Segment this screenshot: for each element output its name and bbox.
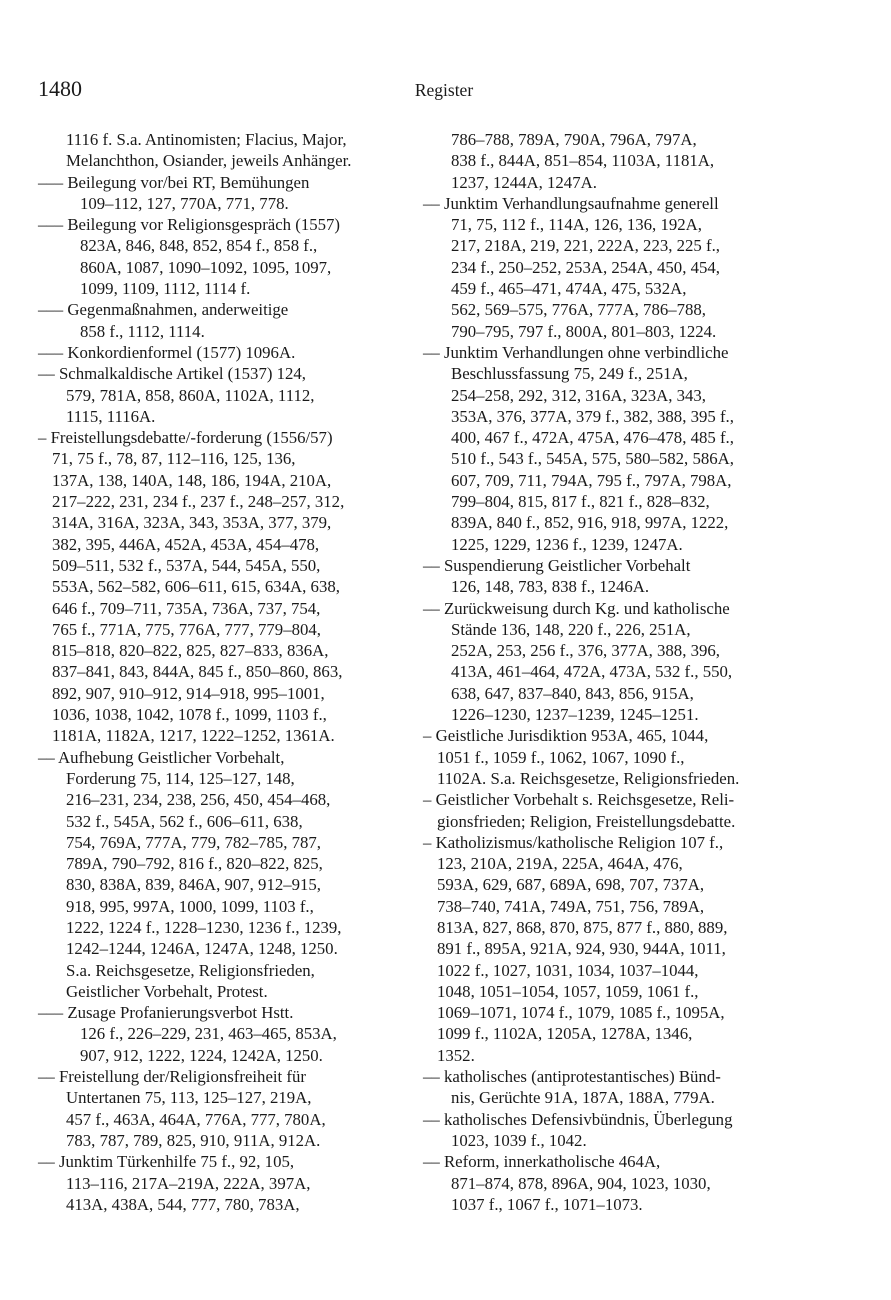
- page-header: [38, 76, 850, 116]
- index-line: 532 f., 545A, 562 f., 606–611, 638,: [66, 811, 303, 831]
- index-line: –– Junktim Verhandlungen ohne verbindliche: [423, 342, 729, 362]
- index-line: 891 f., 895A, 921A, 924, 930, 944A, 1011,: [437, 939, 726, 959]
- index-line: –– Junktim Türkenhilfe 75 f., 92, 105,: [38, 1152, 295, 1172]
- index-line: 1023, 1039 f., 1042.: [451, 1130, 587, 1150]
- index-line: –– Reform, innerkatholische 464A,: [423, 1152, 661, 1172]
- index-line: 738–740, 741A, 749A, 751, 756, 789A,: [437, 896, 705, 916]
- index-line: Geistlicher Vorbehalt, Protest.: [66, 981, 268, 1001]
- index-line: 830, 838A, 839, 846A, 907, 912–915,: [66, 875, 321, 895]
- index-line: 1051 f., 1059 f., 1062, 1067, 1090 f.,: [437, 747, 685, 767]
- index-line: 799–804, 815, 817 f., 821 f., 828–832,: [451, 492, 710, 512]
- index-line: 562, 569–575, 776A, 777A, 786–788,: [451, 300, 706, 320]
- index-line: 217, 218A, 219, 221, 222A, 223, 225 f.,: [451, 236, 720, 256]
- index-line: 1102A. S.a. Reichsgesetze, Religionsfrieden.: [437, 768, 740, 788]
- running-title: Register: [414, 80, 474, 100]
- index-line: 837–841, 843, 844A, 845 f., 850–860, 863,: [52, 662, 343, 682]
- index-line: 892, 907, 910–912, 914–918, 995–1001,: [52, 683, 325, 703]
- index-line: 71, 75 f., 78, 87, 112–116, 125, 136,: [52, 449, 296, 469]
- index-line: – Geistlicher Vorbehalt s. Reichsgesetze, Reli-: [423, 790, 735, 810]
- index-line: 254–258, 292, 312, 316A, 323A, 343,: [451, 385, 706, 405]
- index-line: 1099, 1109, 1112, 1114 f.: [80, 279, 251, 299]
- index-line: 137A, 138, 140A, 148, 186, 194A, 210A,: [52, 470, 332, 490]
- index-line: 1225, 1229, 1236 f., 1239, 1247A.: [451, 534, 683, 554]
- index-line: 838 f., 844A, 851–854, 1103A, 1181A,: [451, 151, 715, 171]
- index-line: 1099 f., 1102A, 1205A, 1278A, 1346,: [437, 1024, 693, 1044]
- index-line: 1115, 1116A.: [66, 406, 156, 426]
- index-line: –– Zurückweisung durch Kg. und katholische: [423, 598, 730, 618]
- index-line: 126 f., 226–229, 231, 463–465, 853A,: [80, 1024, 337, 1044]
- index-line: 815–818, 820–822, 825, 827–833, 836A,: [52, 641, 329, 661]
- index-line: 113–116, 217A–219A, 222A, 397A,: [66, 1173, 311, 1193]
- index-line: 783, 787, 789, 825, 910, 911A, 912A.: [66, 1130, 321, 1150]
- index-line: 234 f., 250–252, 253A, 254A, 450, 454,: [451, 257, 720, 277]
- index-line: 638, 647, 837–840, 843, 856, 915A,: [451, 683, 694, 703]
- index-line: Melanchthon, Osiander, jeweils Anhänger.: [66, 151, 352, 171]
- index-line: 126, 148, 783, 838 f., 1246A.: [451, 577, 650, 597]
- index-line: 400, 467 f., 472A, 475A, 476–478, 485 f.,: [451, 428, 734, 448]
- index-line: –– katholisches (antiprotestantisches) Bünd-: [423, 1067, 721, 1087]
- index-line: 907, 912, 1222, 1224, 1242A, 1250.: [80, 1045, 323, 1065]
- index-line: 217–222, 231, 234 f., 237 f., 248–257, 312,: [52, 492, 345, 512]
- index-line: 839A, 840 f., 852, 916, 918, 997A, 1222,: [451, 513, 729, 533]
- index-line: 252A, 253, 256 f., 376, 377A, 388, 396,: [451, 641, 720, 661]
- index-line: ––– Beilegung vor Religionsgespräch (1557): [38, 215, 341, 235]
- index-line: 123, 210A, 219A, 225A, 464A, 476,: [437, 854, 683, 874]
- index-line: –– Junktim Verhandlungsaufnahme generell: [423, 193, 719, 213]
- index-line: 314A, 316A, 323A, 343, 353A, 377, 379,: [52, 513, 332, 533]
- index-line: 918, 995, 997A, 1000, 1099, 1103 f.,: [66, 896, 314, 916]
- index-line: 1048, 1051–1054, 1057, 1059, 1061 f.,: [437, 981, 699, 1001]
- index-line: 1226–1230, 1237–1239, 1245–1251.: [451, 705, 699, 725]
- index-line: ––– Konkordienformel (1577) 1096A.: [38, 342, 296, 362]
- index-line: 607, 709, 711, 794A, 795 f., 797A, 798A,: [451, 470, 732, 490]
- index-line: 786–788, 789A, 790A, 796A, 797A,: [451, 130, 697, 149]
- index-line: –– Schmalkaldische Artikel (1537) 124,: [38, 364, 306, 384]
- index-line: 754, 769A, 777A, 779, 782–785, 787,: [66, 832, 321, 852]
- index-line: 823A, 846, 848, 852, 854 f., 858 f.,: [80, 236, 318, 256]
- index-line: 216–231, 234, 238, 256, 450, 454–468,: [66, 790, 331, 810]
- index-line: 789A, 790–792, 816 f., 820–822, 825,: [66, 854, 323, 874]
- index-line: –– Suspendierung Geistlicher Vorbehalt: [423, 555, 691, 575]
- index-line: gionsfrieden; Religion, Freistellungsdebatte.: [437, 811, 736, 831]
- page-number: 1480: [38, 76, 82, 101]
- index-line: Forderung 75, 114, 125–127, 148,: [66, 768, 295, 788]
- index-line: 1222, 1224 f., 1228–1230, 1236 f., 1239,: [66, 917, 342, 937]
- index-line: Beschlussfassung 75, 249 f., 251A,: [451, 364, 688, 384]
- index-line: 858 f., 1112, 1114.: [80, 321, 205, 341]
- index-line: 1116 f. S.a. Antinomisten; Flacius, Major,: [66, 130, 347, 149]
- index-line: –– Aufhebung Geistlicher Vorbehalt,: [38, 747, 285, 767]
- index-line: 459 f., 465–471, 474A, 475, 532A,: [451, 279, 687, 299]
- index-line: 510 f., 543 f., 545A, 575, 580–582, 586A,: [451, 449, 734, 469]
- index-line: 1036, 1038, 1042, 1078 f., 1099, 1103 f.,: [52, 705, 327, 725]
- index-line: 813A, 827, 868, 870, 875, 877 f., 880, 889,: [437, 917, 728, 937]
- index-line: 871–874, 878, 896A, 904, 1023, 1030,: [451, 1173, 711, 1193]
- index-line: S.a. Reichsgesetze, Religionsfrieden,: [66, 960, 315, 980]
- index-line: – Freistellungsdebatte/-forderung (1556/57): [38, 428, 333, 448]
- index-line: 382, 395, 446A, 452A, 453A, 454–478,: [52, 534, 320, 554]
- index-line: 593A, 629, 687, 689A, 698, 707, 737A,: [437, 875, 705, 895]
- index-line: – Geistliche Jurisdiktion 953A, 465, 1044,: [423, 726, 709, 746]
- index-line: 790–795, 797 f., 800A, 801–803, 1224.: [451, 321, 717, 341]
- index-line: 1242–1244, 1246A, 1247A, 1248, 1250.: [66, 939, 338, 959]
- index-line: Untertanen 75, 113, 125–127, 219A,: [66, 1088, 312, 1108]
- index-line: 1237, 1244A, 1247A.: [451, 172, 597, 192]
- index-line: ––– Gegenmaßnahmen, anderweitige: [38, 300, 289, 320]
- index-line: 71, 75, 112 f., 114A, 126, 136, 192A,: [451, 215, 702, 235]
- index-line: 646 f., 709–711, 735A, 736A, 737, 754,: [52, 598, 321, 618]
- index-line: 109–112, 127, 770A, 771, 778.: [80, 193, 289, 213]
- index-line: 353A, 376, 377A, 379 f., 382, 388, 395 f.,: [451, 406, 734, 426]
- index-line: 509–511, 532 f., 537A, 544, 545A, 550,: [52, 555, 321, 575]
- index-line: 413A, 438A, 544, 777, 780, 783A,: [66, 1194, 300, 1214]
- index-line: –– Freistellung der/Religionsfreiheit für: [38, 1067, 306, 1087]
- index-line: 457 f., 463A, 464A, 776A, 777, 780A,: [66, 1109, 326, 1129]
- index-line: Stände 136, 148, 220 f., 226, 251A,: [451, 619, 691, 639]
- index-line: 765 f., 771A, 775, 776A, 777, 779–804,: [52, 619, 321, 639]
- index-line: 1037 f., 1067 f., 1071–1073.: [451, 1194, 643, 1214]
- index-line: 1069–1071, 1074 f., 1079, 1085 f., 1095A,: [437, 1003, 725, 1023]
- index-line: ––– Beilegung vor/bei RT, Bemühungen: [38, 172, 310, 192]
- index-line: 1181A, 1182A, 1217, 1222–1252, 1361A.: [52, 726, 335, 746]
- right-column: [0, 129, 739, 1215]
- index-line: 1352.: [437, 1045, 475, 1065]
- index-line: 1022 f., 1027, 1031, 1034, 1037–1044,: [437, 960, 699, 980]
- index-line: 860A, 1087, 1090–1092, 1095, 1097,: [80, 257, 332, 277]
- index-line: –– katholisches Defensivbündnis, Überlegung: [423, 1109, 733, 1129]
- index-line: 413A, 461–464, 472A, 473A, 532 f., 550,: [451, 662, 733, 682]
- index-line: ––– Zusage Profanierungsverbot Hstt.: [38, 1003, 294, 1023]
- index-line: nis, Gerüchte 91A, 187A, 188A, 779A.: [451, 1088, 715, 1108]
- index-line: 579, 781A, 858, 860A, 1102A, 1112,: [66, 385, 315, 405]
- index-line: 553A, 562–582, 606–611, 615, 634A, 638,: [52, 577, 340, 597]
- index-line: – Katholizismus/katholische Religion 107 f.,: [423, 832, 724, 852]
